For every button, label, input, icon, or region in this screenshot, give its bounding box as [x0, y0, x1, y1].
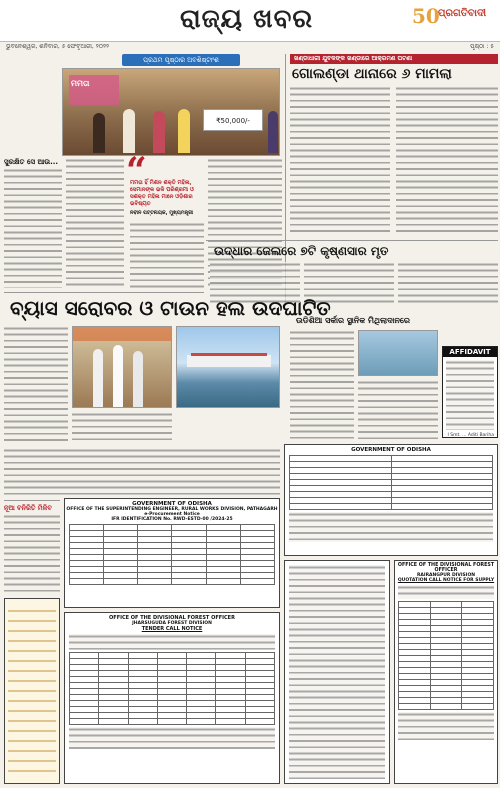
main-headline: ବ୍ୟାସ ସରୋବର ଓ ଟାଉନ ହଲ ଉଦଘାଟିତ: [10, 296, 331, 320]
logo-brand: ପ୍ରଗତିବାଦୀ: [438, 8, 487, 19]
cheque-amount: ₹50,000/-: [203, 109, 263, 131]
lead-quote-attribution: ନବୀନ ପଟ୍ଟନାୟକ, ମୁଖ୍ୟମନ୍ତ୍ରୀ: [130, 210, 193, 216]
affidavit-title: AFFIDAVIT: [443, 347, 497, 357]
gov-tender-table: [69, 524, 275, 585]
lead-text-col-2: [66, 158, 124, 288]
side-text-col-1: [290, 330, 354, 440]
gov-tender-ifr: IFR IDENTIFICATION No. RWD-ESTD-00 /2024-25: [111, 517, 233, 522]
date-text: ଭୁବନେଶ୍ୱର, ଶନିବାର, ୫ ଫେବୃଆରୀ, ୨୦୨୨: [6, 43, 110, 50]
gov-tender-notice-label: e-Procurement Notice: [144, 512, 200, 517]
supply-table: [398, 601, 494, 710]
lead-banner: ପ୍ରଥମ ପୃଷ୍ଠାର ଅବଶିଷ୍ଟାଂଶ: [122, 54, 240, 66]
quote-mark-icon: “: [126, 150, 147, 192]
side-headline: ଉଡିଶିଆ ସର୍କାର ସ୍ଥାନିକ ମିଥିଲାଦାନରେ: [296, 316, 410, 325]
right-tender-table: [289, 455, 493, 510]
main-text-col-1: [4, 326, 68, 444]
brief-text: [4, 514, 60, 594]
second-text-col-3: [398, 262, 498, 304]
second-headline: ଉଦ୍ଧାର ଜେଲରେ ୭ଟି କୃଷ୍ଣସାର ମୃତ: [214, 244, 389, 258]
right-tender-notice: [284, 444, 498, 556]
ceremony-photo: [72, 326, 172, 408]
photo-banner-text: ମମତା: [71, 79, 90, 88]
odia-tender-notice: [284, 560, 390, 784]
masthead: [0, 0, 500, 42]
forest-tender-office: OFFICE OF THE DIVISIONAL FOREST OFFICER: [109, 615, 235, 621]
supply-division: RAIRANGPUR DIVISION: [416, 573, 476, 578]
forest-tender-notice-label: TENDER CALL NOTICE: [141, 626, 203, 632]
lead-subhead: ସୁରକ୍ଷିତ ସେ ଆଉ...: [4, 158, 59, 166]
affidavit-body: I Smt. ... Aditi Bariha: [447, 433, 494, 438]
dateline: [0, 42, 500, 52]
right-text-col-2: [396, 86, 498, 236]
newspaper-logo: [412, 4, 492, 28]
brief-headline: ନୂଆ ବନିରିତି ମିଳିବ: [4, 504, 52, 512]
forest-tender-table: [69, 652, 275, 725]
right-headline: ଗୋଲଣ୍ଡା ଥାନାରେ ୬ ମାମଲା: [292, 66, 452, 82]
side-text-col-2: [358, 380, 438, 440]
supply-office: OFFICE OF THE DIVISIONAL FOREST OFFICER: [397, 563, 495, 573]
lake-photo: [176, 326, 280, 408]
gov-tender-title: GOVERNMENT OF ODISHA: [132, 501, 212, 507]
section-divider: [206, 240, 498, 241]
main-text-continuation: [4, 448, 280, 496]
forest-tender-notice: [64, 612, 280, 784]
brief-divider: [4, 500, 60, 501]
main-text-col-2: [72, 412, 172, 444]
affidavit-body-text: [446, 360, 494, 430]
right-text-col-1: [290, 86, 390, 236]
ad-column: [4, 598, 60, 784]
lead-quote: ମମତା ହିଁ ମିଶନ ଶକ୍ତି ମହିଳା, ସେମାନଙ୍କ ଭଳି ପରିଶ୍ରମୀ ଓ ସଶକ୍ତ ମହିଳା ମାନେ ଓଡ଼ିଶାର ଭବିଷ୍ୟତ: [130, 180, 194, 207]
side-photo: [358, 330, 438, 376]
gov-tender-office: OFFICE OF THE SUPERINTENDING ENGINEER, RURAL WORKS DIVISION, PATHAGARH: [66, 507, 278, 512]
forest-tender-division: JHARSUGUDA FOREST DIVISION: [132, 621, 212, 626]
lead-text-col-1: [4, 168, 62, 288]
logo-number: 50: [412, 4, 440, 28]
affidavit-ad: [442, 346, 498, 438]
section-title: ରାଜ୍ୟ ଖବର: [180, 4, 314, 34]
supply-quotation-notice: [394, 560, 498, 784]
lead-photo: [62, 68, 280, 156]
page-number: ପୃଷ୍ଠା : ୫: [470, 43, 494, 50]
supply-notice-label: QUOTATION CALL NOTICE FOR SUPPLY: [397, 578, 495, 583]
gov-tender-notice: [64, 498, 280, 608]
main-divider: [4, 292, 204, 293]
lead-text-col-3: [130, 222, 204, 288]
right-kicker: ଖଣ୍ଡାଧାରୀ ଯୁବକଙ୍କ ଖଣ୍ଡାରେ ଆକ୍ରମଣ ଘଟଣା: [290, 54, 498, 64]
right-tender-title: GOVERNMENT OF ODISHA: [351, 447, 431, 453]
